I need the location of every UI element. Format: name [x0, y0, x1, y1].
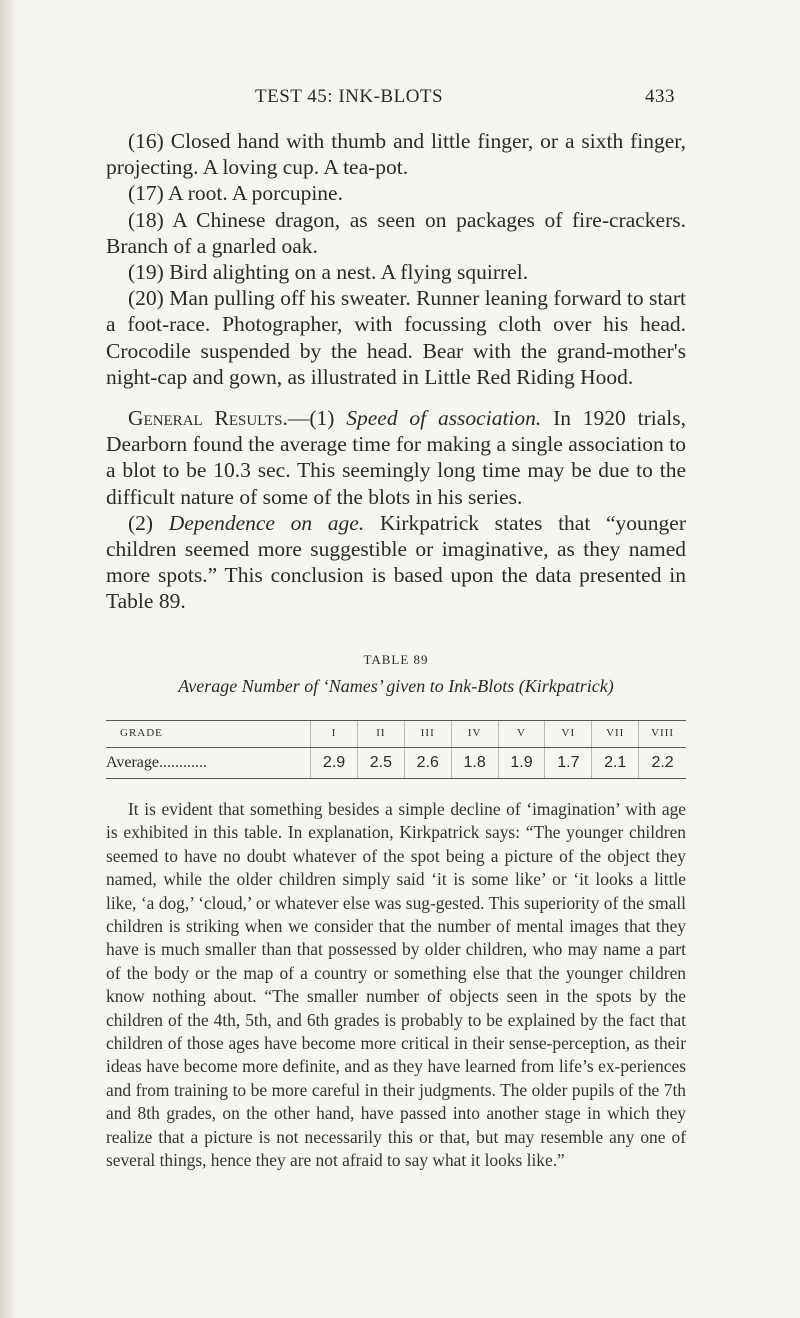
- response-18: (18) A Chinese dragon, as seen on packages of fire-crackers. Branch of a gnarled oak.: [106, 207, 686, 258]
- response-20: (20) Man pulling off his sweater. Runner leaning forward to start a foot-race. Photographer, with focussing cloth over his head. Crocodile suspended by the head. Bear with the grand-mother's night-cap and gown, as illustrated in Little Red Riding Hood.: [106, 286, 686, 389]
- header-grade-ii: II: [357, 721, 404, 748]
- row-label-average: Average............: [106, 748, 311, 779]
- results-heading: General Results.: [128, 406, 288, 431]
- header-grade-vii: VII: [592, 721, 639, 748]
- header-grade-iii: III: [404, 721, 451, 748]
- table-cell: 2.1: [592, 748, 639, 779]
- table-cell: 2.2: [639, 748, 686, 779]
- speed-topic: Speed of association.: [346, 406, 542, 431]
- table-title: Average Number of ‘Names’ given to Ink-Blots (Kirkpatrick): [178, 676, 614, 696]
- table-cell: 1.8: [451, 748, 498, 779]
- header-grade-v: V: [498, 721, 545, 748]
- response-17: (17) A root. A porcupine.: [128, 181, 343, 206]
- table-row: [106, 748, 686, 779]
- data-table: [106, 720, 686, 779]
- table-cell: 1.7: [545, 748, 592, 779]
- table-cell: 2.6: [404, 748, 451, 779]
- table-cell: 1.9: [498, 748, 545, 779]
- discussion-text: [106, 798, 686, 1173]
- running-title: TEST 45: INK-BLOTS: [255, 86, 444, 107]
- header-grade-vi: VI: [545, 721, 592, 748]
- age-topic: Dependence on age.: [168, 510, 365, 535]
- main-text: [106, 128, 686, 615]
- header-grade-i: I: [311, 721, 358, 748]
- page-number: 433: [645, 86, 675, 107]
- table-cell: 2.9: [311, 748, 358, 779]
- header-grade-viii: VIII: [639, 721, 686, 748]
- table-caption: TABLE 89: [363, 652, 429, 667]
- table-header-row: [106, 721, 686, 748]
- header-grade-iv: IV: [451, 721, 498, 748]
- table-cell: 2.5: [357, 748, 404, 779]
- results-paragraph-2: (2) Dependence on age. Kirkpatrick states that “younger children seemed more suggestible or imaginative, as they named more spots.” This conclusion is based upon the data presented in Table 89.: [106, 510, 686, 614]
- page-edge-shadow: [0, 0, 18, 1318]
- results-paragraph-1: General Results.—(1) Speed of association. In 1920 trials, Dearborn found the average time for making a single association to a blot to be 10.3 sec. This seemingly long time may be due to the difficult nature of some of the blots in his series.: [106, 406, 686, 509]
- response-16: (16) Closed hand with thumb and little finger, or a sixth finger, projecting. A loving cup. A tea-pot.: [106, 129, 686, 180]
- header-grade: GRADE: [106, 721, 311, 748]
- discussion-paragraph: It is evident that something besides a simple decline of ‘imagination’ with age is exhibited in this table. In explanation, Kirkpatrick says: “The younger children seemed to have no doubt whatever of the spot being a picture of the object they named, while the older children simply said ‘it is some like’ or ‘it looks a little like, ‘a dog,’ ‘cloud,’ or whatever else was sug-gested. This superiority of the small children is striking when we consider that the number of mental images that they have is much smaller than that possessed by older children, who may name a part of the body or the map of a country or something else that the younger children know nothing about. “The smaller number of objects seen in the spots by the children of the 4th, 5th, and 6th grades is probably to be explained by the fact that children of those ages have become more critical in their sense-perception, as their ideas have become more definite, and as they have learned from life’s ex-periences and from training to be more careful in their judgments. The older pupils of the 7th and 8th grades, on the other hand, have passed into another stage in which they realize that a picture is not necessarily this or that, but may resemble any one of several things, hence they are not afraid to say what it looks like.”: [106, 799, 686, 1171]
- response-19: (19) Bird alighting on a nest. A flying squirrel.: [128, 260, 529, 285]
